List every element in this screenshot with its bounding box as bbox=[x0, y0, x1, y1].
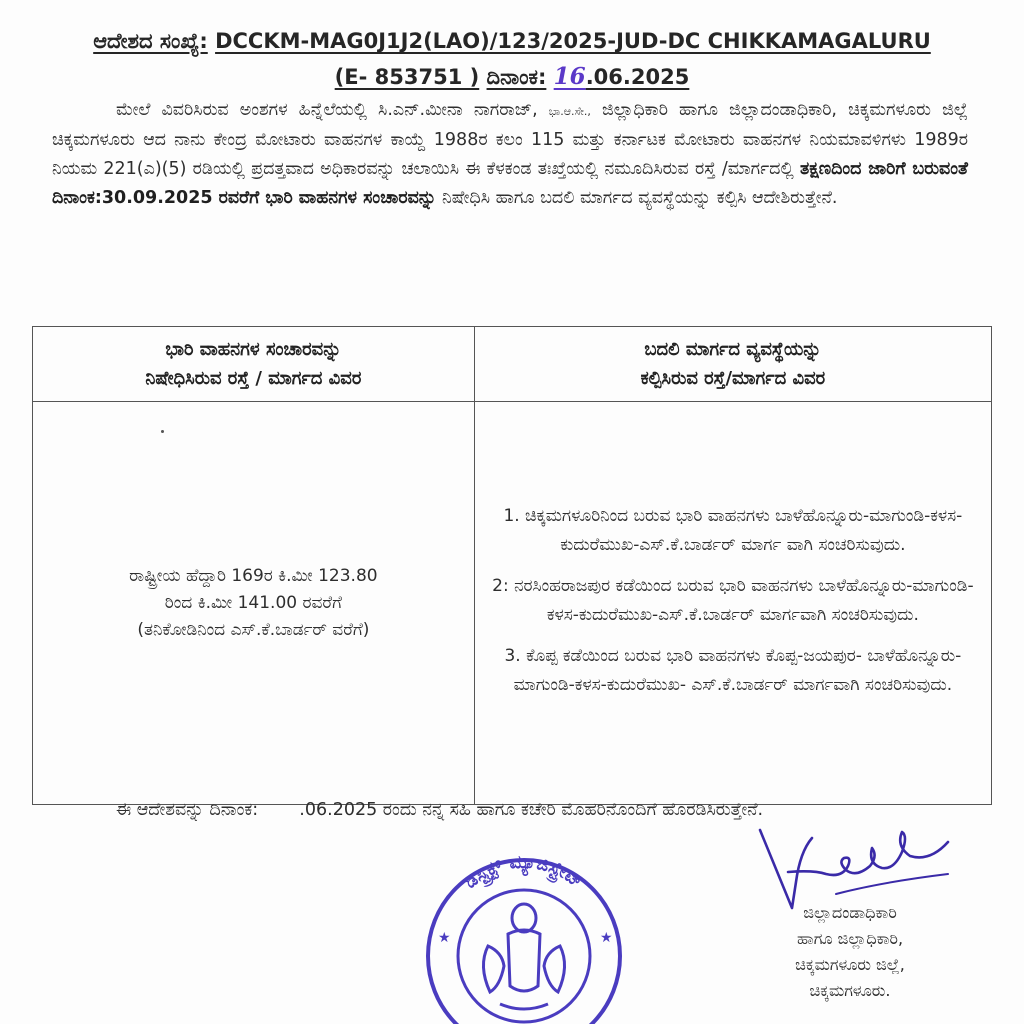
office-seal-icon bbox=[404, 836, 644, 1024]
order-body-paragraph bbox=[52, 96, 968, 213]
signatory-line-3: ಚಿಕ್ಕಮಗಳೂರು ಜಿಲ್ಲೆ, bbox=[795, 955, 905, 974]
restricted-road-cell bbox=[33, 402, 475, 805]
handwritten-date-day: 16 bbox=[553, 63, 586, 90]
alternate-route-item: 3. ಕೊಪ್ಪ ಕಡೆಯಿಂದ ಬರುವ ಭಾರಿ ವಾಹನಗಳು ಕೊಪ್ಪ-ಜಯಪುರ- ಬಾಳೆಹೊನ್ನೂರು-ಮಾಗುಂಡಿ-ಕಳಸ-ಕುದುರೆಮುಖ- ಎಸ್.ಕೆ.ಬಾರ್ಡರ್ ಮಾರ್ಗವಾಗಿ ಸಂಚರಿಸುವುದು. bbox=[504, 646, 962, 695]
header-left-line-2: ನಿಷೇಧಿಸಿರುವ ರಸ್ತೆ / ಮಾರ್ಗದ ವಿವರ bbox=[145, 368, 362, 389]
header-right-line-2: ಕಲ್ಪಿಸಿರುವ ರಸ್ತೆ/ಮಾರ್ಗದ ವಿವರ bbox=[640, 368, 826, 389]
signatory-line-2: ಹಾಗೂ ಜಿಲ್ಲಾಧಿಕಾರಿ, bbox=[796, 929, 904, 948]
order-date-label: ದಿನಾಂಕ: bbox=[486, 65, 547, 89]
header-alternate-route bbox=[474, 327, 991, 402]
signatory-line-4: ಚಿಕ್ಕಮಗಳೂರು. bbox=[809, 981, 891, 1000]
svg-text:ಡಿಸ್ಟ್ರಿಕ್ಟ್ ಮ್ಯಾಜಿಸ್ಟ್ರೇಟ್ bbox=[460, 852, 587, 893]
signatory-block bbox=[730, 900, 970, 1004]
stray-dot bbox=[161, 430, 164, 433]
eoffice-reference: (E- 853751 ) bbox=[334, 65, 480, 89]
alternate-route-item: 2: ನರಸಿಂಹರಾಜಪುರ ಕಡೆಯಿಂದ ಬರುವ ಭಾರಿ ವಾಹನಗಳು ಬಾಳೆಹೊನ್ನೂರು-ಮಾಗುಂಡಿ-ಕಳಸ-ಕುದುರೆಮುಖ-ಎಸ್.ಕೆ.ಬಾರ್ಡರ್ ಮಾರ್ಗವಾಗಿ ಸಂಚರಿಸುವುದು. bbox=[492, 576, 974, 625]
alternate-route-item: 1. ಚಿಕ್ಕಮಗಳೂರಿನಿಂದ ಬರುವ ಭಾರಿ ವಾಹನಗಳು ಬಾಳೆಹೊನ್ನೂರು-ಮಾಗುಂಡಿ-ಕಳಸ-ಕುದುರೆಮುಖ-ಎಸ್.ಕೆ.ಬಾರ್ಡರ್ ಮಾರ್ಗ ವಾಗಿ ಸಂಚರಿಸುವುದು. bbox=[503, 506, 963, 555]
closing-text-part1: ಈ ಆದೇಶವನ್ನು ದಿನಾಂಕ: bbox=[116, 800, 259, 820]
body-text-part3: ನಿಷೇಧಿಸಿ ಹಾಗೂ ಬದಲಿ ಮಾರ್ಗದ ವ್ಯವಸ್ಥೆಯನ್ನು ಕಲ್ಪಿಸಿ ಆದೇಶಿರುತ್ತೇನೆ. bbox=[442, 188, 838, 208]
restricted-road-line-2: ರಿಂದ ಕಿ.ಮೀ 141.00 ರವರೆಗೆ bbox=[164, 592, 342, 613]
route-table-header-row bbox=[33, 327, 992, 402]
body-text-part2: ಜಿಲ್ಲಾಧಿಕಾರಿ ಹಾಗೂ ಜಿಲ್ಲಾದಂಡಾಧಿಕಾರಿ, ಚಿಕ್ಕಮಗಳೂರು ಜಿಲ್ಲೆ ಚಿಕ್ಕಮಗಳೂರು ಆದ ನಾನು ಕೇಂದ್ರ ಮೋಟಾರು ವಾಹನಗಳ ಕಾಯ್ದೆ 1988ರ ಕಲಂ 115 ಮತ್ತು ಕರ್ನಾಟಕ ಮೋಟಾರು ವಾಹನಗಳ ನಿಯಮಾವಳಿಗಳು 1989ರ ನಿಯಮ 221(ಎ)(5) ರಡಿಯಲ್ಲಿ ಪ್ರದತ್ತವಾದ ಅಧಿಕಾರವನ್ನು ಚಲಾಯಿಸಿ ಈ ಕೆಳಕಂಡ ತಃಖ್ತೆಯಲ್ಲಿ ನಮೂದಿಸಿರುವ ರಸ್ತೆ /ಮಾರ್ಗದಲ್ಲಿ bbox=[52, 100, 968, 179]
officer-title: ಭಾ.ಆ.ಸೇ., bbox=[548, 105, 591, 118]
route-table-body-row bbox=[33, 402, 992, 805]
body-text-part1: ಮೇಲೆ ವಿವರಿಸಿರುವ ಅಂಶಗಳ ಹಿನ್ನೆಲೆಯಲ್ಲಿ ಸಿ.ಎನ್.ಮೀನಾ ನಾಗರಾಜ್, bbox=[116, 100, 538, 120]
seal-star-right: ★ bbox=[600, 930, 613, 946]
header-left-line-1: ಭಾರಿ ವಾಹನಗಳ ಸಂಚಾರವನ್ನು bbox=[165, 339, 342, 360]
restricted-road-line-1: ರಾಷ್ಟ್ರೀಯ ಹೆದ್ದಾರಿ 169ರ ಕಿ.ಮೀ 123.80 bbox=[129, 565, 378, 586]
seal-star-left: ★ bbox=[438, 930, 451, 946]
closing-text-part2: .06.2025 ರಂದು ನನ್ನ ಸಹಿ ಹಾಗೂ ಕಚೇರಿ ಮೊಹರಿನೊಂದಿಗೆ ಹೊರಡಿಸಿರುತ್ತೇನೆ. bbox=[299, 800, 764, 820]
header-restricted-road bbox=[33, 327, 475, 402]
order-date-rest: .06.2025 bbox=[585, 65, 690, 89]
signatory-line-1: ಜಿಲ್ಲಾದಂಡಾಧಿಕಾರಿ bbox=[803, 903, 897, 922]
seal-text: ಡಿಸ್ಟ್ರಿಕ್ಟ್ ಮ್ಯಾಜಿಸ್ಟ್ರೇಟ್ bbox=[460, 851, 588, 893]
order-number-value: DCCKM-MAG0J1J2(LAO)/123/2025-JUD-DC CHIKKAMAGALURU bbox=[215, 29, 931, 53]
alternate-route-cell bbox=[474, 402, 991, 805]
restricted-road-line-3: (ತನಿಕೋಡಿನಿಂದ ಎಸ್.ಕೆ.ಬಾರ್ಡರ್ ವರೆಗೆ) bbox=[137, 619, 370, 640]
body-text-bold: ತಕ್ಷಣದಿಂದ ಜಾರಿಗೆ ಬರುವಂತೆ ದಿನಾಂಕ:30.09.2025 ರವರೆಗೆ ಭಾರಿ ವಾಹನಗಳ ಸಂಚಾರವನ್ನು bbox=[52, 159, 968, 208]
order-number-label: ಆದೇಶದ ಸಂಖ್ಯೆ: bbox=[93, 29, 208, 53]
order-date-line bbox=[0, 62, 1024, 92]
order-number-line bbox=[0, 26, 1024, 56]
route-table bbox=[32, 326, 992, 805]
header-right-line-1: ಬದಲಿ ಮಾರ್ಗದ ವ್ಯವಸ್ಥೆಯನ್ನು bbox=[644, 339, 822, 360]
